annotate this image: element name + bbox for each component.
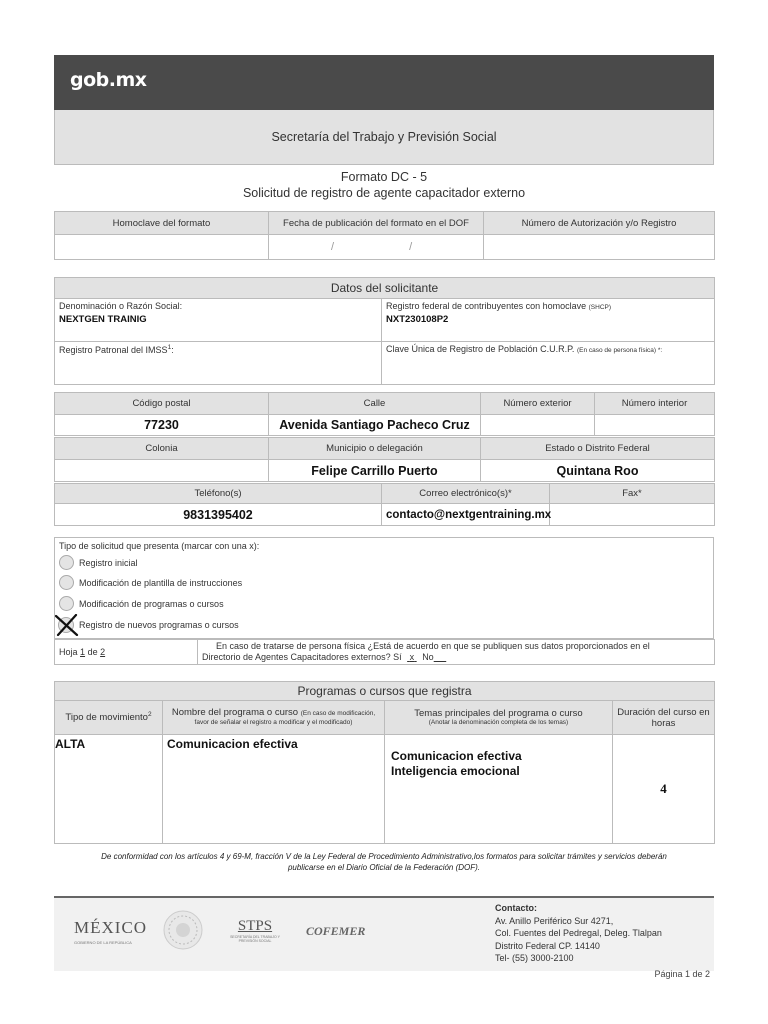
option-modificacion-programas[interactable]: Modificación de programas o cursos [59, 596, 224, 611]
tipo-movimiento-header: Tipo de movimiento$^2$ [55, 701, 163, 735]
hoja-consent-table [54, 639, 715, 665]
homoclave-header: Homoclave del formato [55, 212, 269, 235]
radio-circle-icon[interactable] [59, 596, 74, 611]
gob-banner [54, 55, 714, 110]
hoja-field: Hoja 1 de 2 [55, 640, 198, 665]
stps-logo: STPS SECRETARÍA DEL TRABAJO Y PREVISIÓN SOCIAL [230, 918, 280, 943]
ubicacion-table [54, 437, 715, 482]
imss-field[interactable]: Registro Patronal del IMSS$^1$: [55, 342, 382, 385]
num-int-header: Número interior [595, 393, 715, 415]
solicitante-section-title: Datos del solicitante [55, 278, 715, 299]
solicitante-table-top [54, 277, 715, 385]
correo-value[interactable]: contacto@nextgentraining.mx [382, 504, 550, 526]
rfc-value: NXT230108P2 [386, 314, 449, 325]
estado-header: Estado o Distrito Federal [481, 438, 715, 460]
hoja-total[interactable]: 2 [100, 647, 106, 657]
autorizacion-field[interactable] [484, 235, 715, 260]
option-registro-nuevos[interactable]: Registro de nuevos programas o cursos [55, 614, 239, 636]
correo-header: Correo electrónico(s)* [382, 484, 550, 504]
secretaria-title: Secretaría del Trabajo y Previsión Social [271, 130, 497, 144]
colonia-field[interactable] [55, 460, 269, 482]
razon-social-field[interactable]: Denominación o Razón Social: NEXTGEN TRAINIG [55, 299, 382, 342]
fecha-dof-field[interactable]: / / [269, 235, 484, 260]
mexico-logo: MÉXICO GOBIERNO DE LA REPÚBLICA [74, 918, 148, 945]
fecha-dof-header: Fecha de publicación del formato en el DOF [269, 212, 484, 235]
tipo-solicitud-title: Tipo de solicitud que presenta (marcar con una x): [59, 541, 260, 551]
estado-value[interactable]: Quintana Roo [481, 460, 715, 482]
duracion-header: Duración del curso en horas [613, 701, 715, 735]
programas-section-title: Programas o cursos que registra [55, 682, 715, 701]
autorizacion-header: Número de Autorización y/o Registro [484, 212, 715, 235]
homoclave-field[interactable] [55, 235, 269, 260]
x-mark-icon[interactable] [55, 614, 79, 636]
option-modificacion-plantilla[interactable]: Modificación de plantilla de instrucciones [59, 575, 242, 590]
contacto-table [54, 483, 715, 526]
secretaria-banner [54, 110, 714, 165]
option-registro-inicial[interactable]: Registro inicial [59, 555, 138, 570]
programas-table [54, 681, 715, 844]
tipo-movimiento-value[interactable]: ALTA [55, 735, 163, 844]
num-ext-field[interactable] [481, 415, 595, 436]
contact-block: Contacto: Av. Anillo Periférico Sur 4271, Col. Fuentes del Pedregal, Deleg. Tlalpan Distrito Federal CP. 14140 Tel- (55) 3000-2100 [495, 903, 662, 963]
formato-title: Formato DC - 5 [340, 170, 428, 184]
calle-header: Calle [269, 393, 481, 415]
si-mark[interactable]: x [409, 652, 415, 662]
homoclave-table [54, 211, 715, 260]
temas-header: Temas principales del programa o curso (Anotar la denominación completa de los temas) [385, 701, 613, 735]
rfc-field[interactable]: Registro federal de contribuyentes con homoclave (SHCP) NXT230108P2 [382, 299, 715, 342]
nombre-programa-value[interactable]: Comunicacion efectiva [163, 735, 385, 844]
radio-circle-icon[interactable] [59, 575, 74, 590]
nombre-programa-header: Nombre del programa o curso (En caso de modificación, favor de señalar el registro a modificar y el modificado) [163, 701, 385, 735]
footer [54, 896, 714, 971]
legal-footnote: De conformidad con los artículos 4 y 69-M, fracción V de la Ley Federal de Procedimiento Administrativo,los formatos para solicitar trámites y servicios deberán publicarse en el Diario Oficial de la Federación (DOF). [101, 852, 667, 872]
hoja-num[interactable]: 1 [80, 647, 86, 657]
razon-social-value: NEXTGEN TRAINIG [59, 314, 147, 325]
no-label[interactable]: No [422, 652, 434, 662]
tipo-solicitud-box [54, 537, 714, 639]
cp-value[interactable]: 77230 [55, 415, 269, 436]
cp-header: Código postal [55, 393, 269, 415]
radio-circle-icon[interactable] [59, 555, 74, 570]
domicilio-table [54, 392, 715, 436]
fax-header: Fax* [550, 484, 715, 504]
fax-field[interactable] [550, 504, 715, 526]
calle-value[interactable]: Avenida Santiago Pacheco Cruz [269, 415, 481, 436]
colonia-header: Colonia [55, 438, 269, 460]
curp-field[interactable]: Clave Única de Registro de Población C.U.R.P. (En caso de persona física) *: [382, 342, 715, 385]
num-int-field[interactable] [595, 415, 715, 436]
num-ext-header: Número exterior [481, 393, 595, 415]
municipio-header: Municipio o delegación [269, 438, 481, 460]
temas-value[interactable]: Comunicacion efectiva Inteligencia emocional [385, 735, 613, 844]
form-subtitle: Solicitud de registro de agente capacitador externo [242, 186, 526, 200]
telefono-value[interactable]: 9831395402 [55, 504, 382, 526]
municipio-value[interactable]: Felipe Carrillo Puerto [269, 460, 481, 482]
consent-field: En caso de tratarse de persona física ¿Está de acuerdo en que se publiquen sus datos proporcionados en el Directorio de Agentes Capacitadores externos? Sí x No [198, 640, 715, 665]
cofemer-logo: COFEMER [306, 924, 366, 938]
page-number: Página 1 de 2 [654, 969, 710, 979]
duracion-value[interactable]: 4 [613, 735, 715, 844]
telefono-header: Teléfono(s) [55, 484, 382, 504]
gobmx-logo: gob.mx [70, 69, 147, 91]
escudo-nacional-icon [162, 908, 204, 952]
